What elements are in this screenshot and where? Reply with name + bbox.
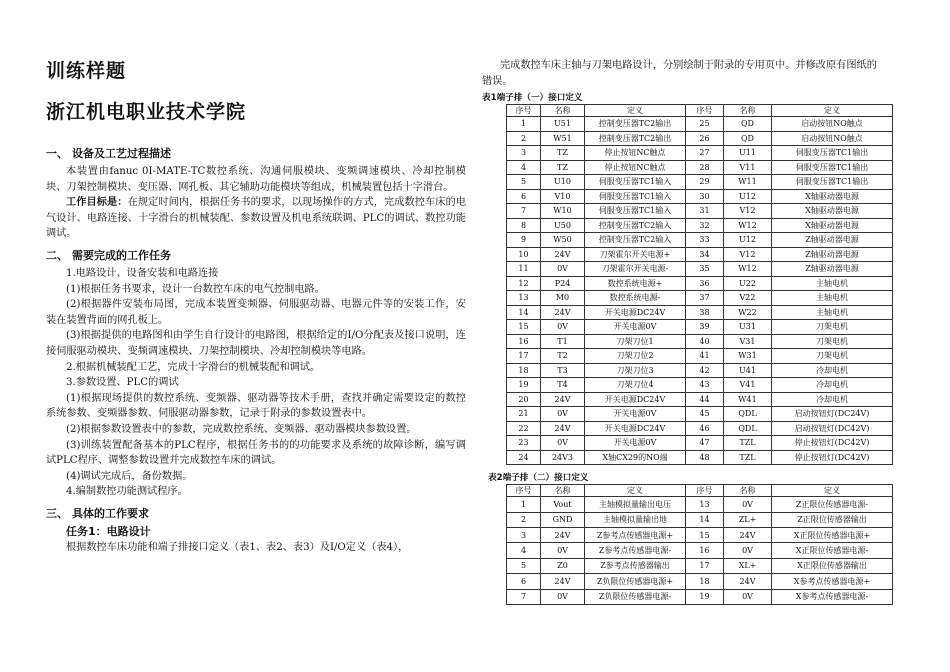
table-cell: 24V3 — [541, 450, 585, 465]
section-heading-2 — [46, 248, 466, 263]
column-header: 名称 — [541, 485, 585, 497]
table-cell: 4 — [507, 160, 541, 175]
table-cell: 14 — [507, 305, 541, 320]
table-cell: 24V — [541, 574, 585, 589]
table-cell: 34 — [686, 247, 724, 262]
table-cell: Vout — [541, 497, 585, 512]
table-cell: 开关电源DC24V — [585, 305, 686, 320]
table-cell: 40 — [686, 334, 724, 349]
table-cell: 启动按钮NO触点 — [772, 117, 893, 132]
table-cell: V12 — [724, 247, 772, 262]
table-cell: TZ — [541, 160, 585, 175]
table-cell: X参考点传感器电源+ — [772, 574, 893, 589]
right-column — [482, 58, 902, 605]
table-cell: Z正限位传感器输出 — [772, 512, 893, 527]
table-cell: U12 — [724, 189, 772, 204]
table-cell: X正限位传感器电源- — [772, 543, 893, 558]
section-title: 需要完成的工作任务 — [72, 248, 171, 262]
table-cell: V11 — [724, 160, 772, 175]
table-cell: 主轴电机 — [772, 305, 893, 320]
table-cell: 停止按钮NC触点 — [585, 146, 686, 161]
table-cell: W22 — [724, 305, 772, 320]
table-cell: W51 — [541, 131, 585, 146]
table-cell: 7 — [507, 204, 541, 219]
table-cell: QD — [724, 131, 772, 146]
task-item: (1)根据任务书要求，设计一台数控车床的电气控制电路。 — [66, 283, 325, 295]
table-cell: 14 — [686, 512, 724, 527]
table-cell: 启动按钮灯(DC42V) — [772, 421, 893, 436]
table-cell: V12 — [724, 204, 772, 219]
table-cell: 伺服变压器TC1输出 — [772, 146, 893, 161]
table-cell: 开关电源0V — [585, 320, 686, 335]
table-cell: V10 — [541, 189, 585, 204]
table-cell: Z轴驱动器电源 — [772, 262, 893, 277]
table-header-row — [507, 105, 893, 117]
table-cell: TZL — [724, 436, 772, 451]
table-cell: 16 — [686, 543, 724, 558]
table-cell: GND — [541, 512, 585, 527]
table-cell: 3 — [507, 527, 541, 542]
table-cell: 刀架刀位2 — [585, 349, 686, 364]
section-title: 具体的工作要求 — [72, 506, 149, 520]
table-cell: 6 — [507, 189, 541, 204]
table-cell: 41 — [686, 349, 724, 364]
table-cell: 0V — [541, 407, 585, 422]
table-cell: X轴驱动器电源 — [772, 218, 893, 233]
table-cell: 24V — [724, 527, 772, 542]
table-cell: W50 — [541, 233, 585, 248]
table-cell: 0V — [724, 497, 772, 512]
table-cell: 开关电源0V — [585, 407, 686, 422]
column-header: 定义 — [772, 105, 893, 117]
table-cell: 18 — [507, 363, 541, 378]
table-cell: TZL — [724, 450, 772, 465]
table-row — [507, 233, 893, 248]
continued-text-end: 错误。 — [482, 75, 513, 87]
table-cell: 37 — [686, 291, 724, 306]
table-cell: XL+ — [724, 558, 772, 573]
table-cell: 10 — [507, 247, 541, 262]
table-row — [507, 146, 893, 161]
table-cell: 35 — [686, 262, 724, 277]
table-cell: T3 — [541, 363, 585, 378]
table-header-row — [507, 485, 893, 497]
left-column — [46, 56, 466, 555]
continued-text: 完成数控车床主轴与刀架电路设计，分别绘制于附录的专用页中。并修改原有图纸的 — [500, 60, 877, 71]
table-cell: U12 — [724, 233, 772, 248]
table-cell: X正限位传感器电源+ — [772, 527, 893, 542]
task-item: 2.根据机械装配工艺，完成十字滑台的机械装配和调试。 — [66, 361, 321, 373]
table-cell: W12 — [724, 262, 772, 277]
table-cell: 控制变压器TC2输出 — [585, 117, 686, 132]
table-cell: U11 — [724, 146, 772, 161]
table-cell: 21 — [507, 407, 541, 422]
table-row — [507, 334, 893, 349]
table-cell: 24V — [541, 392, 585, 407]
column-header: 序号 — [507, 105, 541, 117]
table-cell: 4 — [507, 543, 541, 558]
table-cell: 31 — [686, 204, 724, 219]
table-row — [507, 204, 893, 219]
table-cell: 24V — [724, 574, 772, 589]
table-cell: 数控系统电源+ — [585, 276, 686, 291]
table-row — [507, 527, 893, 542]
table-cell: W41 — [724, 392, 772, 407]
table-cell: 18 — [686, 574, 724, 589]
section-number: 一、 — [46, 147, 68, 160]
table-row — [507, 589, 893, 604]
table-cell: P24 — [541, 276, 585, 291]
table-cell: V22 — [724, 291, 772, 306]
table-cell: 刀架霍尔开关电源- — [585, 262, 686, 277]
table-row — [507, 436, 893, 451]
table-cell: 冷却电机 — [772, 378, 893, 393]
task-item: (3)训练装置配备基本的PLC程序，根据任务书的的功能要求及系统的故障诊断，编写调试PLC程序、调整参数设置并完成数控车床的调试。 — [46, 439, 466, 467]
table-cell: X正限位传感器输出 — [772, 558, 893, 573]
table-cell: Z0 — [541, 558, 585, 573]
table-row — [507, 175, 893, 190]
table-cell: U10 — [541, 175, 585, 190]
table-cell: 43 — [686, 378, 724, 393]
table-cell: Z参考点传感器输出 — [585, 558, 686, 573]
table-cell: 24V — [541, 305, 585, 320]
section-number: 二、 — [46, 248, 68, 262]
table-cell: 主轴模拟量输出地 — [585, 512, 686, 527]
table-cell: 29 — [686, 175, 724, 190]
table-row — [507, 320, 893, 335]
table-row — [507, 291, 893, 306]
table-cell: 开关电源0V — [585, 436, 686, 451]
table-row — [507, 349, 893, 364]
table-cell: 伺服变压器TC1输出 — [772, 160, 893, 175]
task-item: (3)根据提供的电路图和由学生自行设计的电路图，根据给定的I/O分配表及接口说明，连接伺服驱动模块、变频调速模块、刀架控制模块、冷却控制模块等电路。 — [46, 330, 466, 357]
table-cell: 0V — [541, 589, 585, 604]
table-cell: 13 — [686, 497, 724, 512]
task-item: 1.电路设计、设备安装和电路连接 — [66, 267, 219, 279]
section-heading-3 — [46, 506, 466, 521]
table-cell: 停止按钮NC触点 — [585, 160, 686, 175]
table-cell: 19 — [507, 378, 541, 393]
table-cell: QD — [724, 117, 772, 132]
section-title: 设备及工艺过程描述 — [72, 147, 171, 160]
table-cell: W10 — [541, 204, 585, 219]
table-cell: 6 — [507, 574, 541, 589]
table-cell: Z负限位传感器电源- — [585, 589, 686, 604]
table-row — [507, 276, 893, 291]
table-cell: U22 — [724, 276, 772, 291]
table-cell: 停止按钮灯(DC42V) — [772, 450, 893, 465]
table-cell: 停止按钮灯(DC42V) — [772, 436, 893, 451]
table-row — [507, 160, 893, 175]
table-cell: 刀架刀位1 — [585, 334, 686, 349]
task-item: 3.参数设置、PLC的调试 — [66, 377, 179, 389]
table-cell: 36 — [686, 276, 724, 291]
table-cell: 2 — [507, 131, 541, 146]
table-cell: 数控系统电源- — [585, 291, 686, 306]
table-cell: 刀架刀位3 — [585, 363, 686, 378]
column-header: 定义 — [585, 105, 686, 117]
table-cell: V31 — [724, 334, 772, 349]
table-cell: 5 — [507, 175, 541, 190]
task-item: 4.编制数控功能测试程序。 — [66, 486, 188, 498]
table-row — [507, 421, 893, 436]
table-cell: TZ — [541, 146, 585, 161]
table-cell: 15 — [686, 527, 724, 542]
table-row — [507, 363, 893, 378]
table-cell: 19 — [686, 589, 724, 604]
goal-lead: 工作目标是： — [66, 197, 128, 209]
table-cell: Z正限位传感器电源- — [772, 497, 893, 512]
table-cell: 24V — [541, 421, 585, 436]
table-cell: 25 — [686, 117, 724, 132]
table-cell: 32 — [686, 218, 724, 233]
table-cell: QDL — [724, 421, 772, 436]
table-cell: 0V — [541, 262, 585, 277]
table-cell: U41 — [724, 363, 772, 378]
table-cell: 0V — [541, 543, 585, 558]
table-cell: Z轴驱动器电源 — [772, 233, 893, 248]
table-cell: 刀架霍尔开关电源+ — [585, 247, 686, 262]
table-cell: 44 — [686, 392, 724, 407]
column-header: 序号 — [507, 485, 541, 497]
table-cell: 15 — [507, 320, 541, 335]
table-cell: 12 — [507, 276, 541, 291]
table-cell: 30 — [686, 189, 724, 204]
table-cell: 伺服变压器TC1输入 — [585, 175, 686, 190]
table-cell: 0V — [541, 436, 585, 451]
table-row — [507, 189, 893, 204]
table-cell: 启动按钮NO触点 — [772, 131, 893, 146]
table-cell: 48 — [686, 450, 724, 465]
terminal-table-1 — [506, 104, 893, 465]
table-row — [507, 305, 893, 320]
column-header: 定义 — [585, 485, 686, 497]
table-cell: T2 — [541, 349, 585, 364]
table-cell: 7 — [507, 589, 541, 604]
column-header: 序号 — [686, 485, 724, 497]
task-item: (1)根据现场提供的数控系统、变频器、驱动器等技术手册，查找并确定需要设定的数控系统参数、变频器参数、伺服驱动器参数，记录于附录的参数设置表中。 — [46, 392, 466, 420]
table-cell: V41 — [724, 378, 772, 393]
table-cell: 23 — [507, 436, 541, 451]
table-cell: X轴驱动器电源 — [772, 204, 893, 219]
table-cell: 45 — [686, 407, 724, 422]
table-cell: 启动按钮灯(DC24V) — [772, 407, 893, 422]
table-cell: 20 — [507, 392, 541, 407]
section-number: 三、 — [46, 506, 68, 520]
paragraph-goal — [46, 195, 466, 242]
terminal-table-2 — [506, 484, 893, 605]
table-cell: 主轴电机 — [772, 276, 893, 291]
table-row — [507, 497, 893, 512]
table-cell: 33 — [686, 233, 724, 248]
table-cell: T1 — [541, 334, 585, 349]
table-cell: T4 — [541, 378, 585, 393]
table-cell: 主轴电机 — [772, 291, 893, 306]
table-cell: 伺服变压器TC1输入 — [585, 189, 686, 204]
table-cell: 16 — [507, 334, 541, 349]
table-cell: 控制变压器TC2输入 — [585, 233, 686, 248]
table-row — [507, 543, 893, 558]
table-cell: 11 — [507, 262, 541, 277]
table-cell: 22 — [507, 421, 541, 436]
table-cell: 刀架电机 — [772, 334, 893, 349]
table-cell: 5 — [507, 558, 541, 573]
table-row — [507, 117, 893, 132]
table-cell: ZL+ — [724, 512, 772, 527]
table-cell: 42 — [686, 363, 724, 378]
table-cell: 26 — [686, 131, 724, 146]
table-row — [507, 262, 893, 277]
table-cell: 1 — [507, 117, 541, 132]
table-cell: U51 — [541, 117, 585, 132]
column-header: 序号 — [686, 105, 724, 117]
table-cell: W11 — [724, 175, 772, 190]
table-cell: 冷却电机 — [772, 363, 893, 378]
table-cell: Z轴驱动器电源 — [772, 247, 893, 262]
table-cell: 17 — [686, 558, 724, 573]
table-cell: U50 — [541, 218, 585, 233]
section-heading-1 — [46, 146, 466, 161]
table-cell: 8 — [507, 218, 541, 233]
table-row — [507, 407, 893, 422]
table-cell: 13 — [507, 291, 541, 306]
table-cell: 17 — [507, 349, 541, 364]
table-cell: 控制变压器TC2输入 — [585, 218, 686, 233]
column-header: 名称 — [724, 485, 772, 497]
table-cell: 28 — [686, 160, 724, 175]
table-row — [507, 247, 893, 262]
table-cell: M0 — [541, 291, 585, 306]
task1-heading: 任务1：电路设计 — [66, 524, 151, 538]
table-cell: 刀架电机 — [772, 349, 893, 364]
table-cell: 9 — [507, 233, 541, 248]
table-cell: 冷却电机 — [772, 392, 893, 407]
table-cell: 24 — [507, 450, 541, 465]
table-cell: 47 — [686, 436, 724, 451]
task-item: (2)根据参数设置表中的参数，完成数控系统、变频器、驱动器模块参数设置。 — [66, 423, 417, 435]
table1-caption: 表1端子排（一）接口定义 — [482, 93, 583, 104]
table2-caption: 表2端子排（二）接口定义 — [488, 473, 589, 484]
table-cell: W12 — [724, 218, 772, 233]
table-cell: 开关电源DC24V — [585, 392, 686, 407]
table-cell: X参考点传感器电源- — [772, 589, 893, 604]
task-item: (2)根据器件安装布局图，完成本装置变频器、伺服驱动器、电器元件等的安装工作，安装在装置背面的网孔板上。 — [46, 299, 466, 326]
table-cell: 1 — [507, 497, 541, 512]
paragraph-equipment: 本装置由fanuc 0I-MATE-TC数控系统、沟通伺服模块、变频调速模块、冷却控制模块、刀架控制模块、变压器、网孔板、其它辅助功能模块等组成，机械装置包括十字滑台。 — [46, 166, 466, 193]
table-cell: 24V — [541, 247, 585, 262]
table-row — [507, 512, 893, 527]
table-cell: 0V — [724, 589, 772, 604]
document-title: 训练样题 — [46, 60, 127, 82]
paragraph-circuit: 根据数控车床功能和端子排接口定义（表1、表2、表3）及I/O定义（表4）， — [66, 541, 409, 553]
table-cell: 0V — [541, 320, 585, 335]
table-cell: 39 — [686, 320, 724, 335]
table-cell: 38 — [686, 305, 724, 320]
table-row — [507, 392, 893, 407]
table-row — [507, 378, 893, 393]
table-cell: 刀架刀位4 — [585, 378, 686, 393]
table-cell: Z参考点传感器电源- — [585, 543, 686, 558]
table-cell: Z负限位传感器电源+ — [585, 574, 686, 589]
table-cell: X轴CX29的NO端 — [585, 450, 686, 465]
table-cell: 3 — [507, 146, 541, 161]
table-cell: 0V — [724, 543, 772, 558]
table-cell: X轴驱动器电源 — [772, 189, 893, 204]
table-cell: 2 — [507, 512, 541, 527]
table-row — [507, 574, 893, 589]
table-cell: 24V — [541, 527, 585, 542]
task-item: (4)调试完成后，备份数据。 — [66, 470, 193, 482]
table-cell: 27 — [686, 146, 724, 161]
column-header: 名称 — [724, 105, 772, 117]
table-cell: 主轴模拟量输出电压 — [585, 497, 686, 512]
institution-title: 浙江机电职业技术学院 — [46, 101, 247, 123]
table-cell: 46 — [686, 421, 724, 436]
table-cell: 开关电源DC24V — [585, 421, 686, 436]
table-cell: W31 — [724, 349, 772, 364]
table-cell: 伺服变压器TC1输入 — [585, 204, 686, 219]
table-cell: 伺服变压器TC1输出 — [772, 175, 893, 190]
table-row — [507, 450, 893, 465]
table-cell: Z参考点传感器电源+ — [585, 527, 686, 542]
table-cell: U31 — [724, 320, 772, 335]
column-header: 定义 — [772, 485, 893, 497]
goal-text: 在规定时间内，根据任务书的要求，以现场操作的方式，完成数控车床的电气设计、电路连接、十字滑台的机械装配、参数设置及机电系统联调、PLC的调试、数控功能调试。 — [46, 197, 467, 240]
table-cell: 控制变压器TC2输出 — [585, 131, 686, 146]
table-cell: 刀架电机 — [772, 320, 893, 335]
table-cell: QDL — [724, 407, 772, 422]
column-header: 名称 — [541, 105, 585, 117]
table-row — [507, 131, 893, 146]
table-row — [507, 558, 893, 573]
table-row — [507, 218, 893, 233]
